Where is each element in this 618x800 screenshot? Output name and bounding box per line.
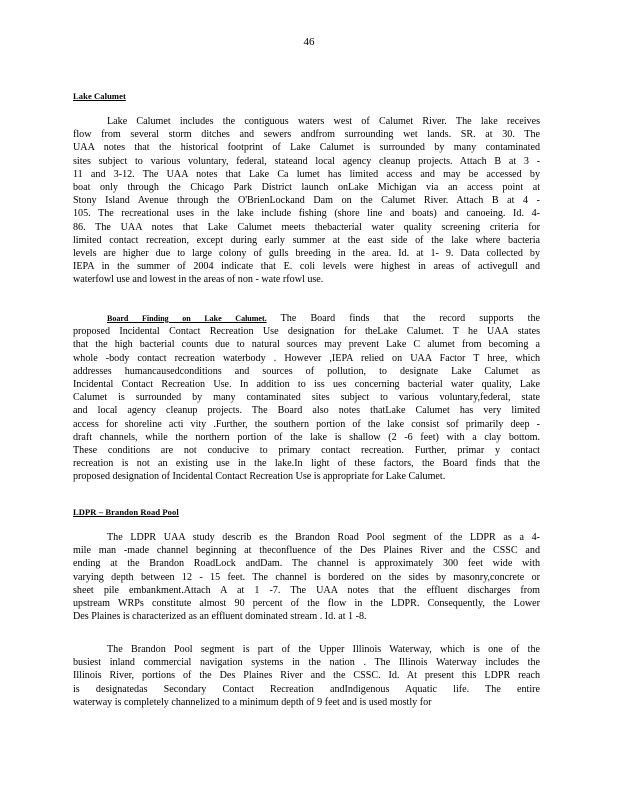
text-line: Stony Island Avenue through the O'BrienLockand Dam on the Calumet River. Attach B at 4 -: [73, 195, 540, 207]
text-line: flow from several storm ditches and sewers andfrom surrounding wet lands. SR. at 30. The: [73, 129, 540, 141]
text-line: varying depth between 12 - 15 feet. The channel is bordered on the sides by masonry,concrete or: [73, 571, 540, 583]
text-line: and local agency cleanup projects. The Board also notes thatLake Calumet has very limited: [73, 405, 540, 417]
text-line: Calumet is surrounded by many contaminated sites subject to various voluntary,federal, state: [73, 392, 540, 404]
text-line: UAA notes that the historical footprint of Lake Calumet is surrounded by many contaminated: [73, 142, 540, 154]
section-heading-brandon-road-pool: LDPR – Brandon Road Pool: [73, 507, 179, 517]
page-number: 46: [303, 36, 315, 48]
text-line: limited contact recreation, except during early summer at the east side of the lake where bacteria: [73, 234, 540, 246]
text-line: access for shoreline acti vity .Further, the southern portion of the lake consist sof primarily deep -: [73, 418, 540, 430]
text-line: whole -body contact recreation waterbody . However ,IEPA relied on UAA Factor T hree, which: [73, 352, 540, 364]
text-line: [73, 312, 540, 325]
text-line: Incidental Contact Recreation Use. In addition to iss ues concerning bacterial water quality, Lake: [73, 379, 540, 391]
text-line: is designatedas Secondary Contact Recreation andIndigenous Aquatic life. The entire: [73, 683, 540, 695]
text-line: The LDPR UAA study describ es the Brandon Road Pool segment of the LDPR as a 4-: [107, 532, 540, 543]
text-line: Illinois River, portions of the Des Plaines River and the CSSC. Id. At present this LDPR reach: [73, 670, 540, 682]
text-line: IEPA in the summer of 2004 indicate that E. coli levels were highest in areas of activegull and: [73, 261, 540, 273]
text-line: addresses humancausedconditions and sources of pollution, to designate Lake Calumet as: [73, 365, 540, 377]
paragraph-brandon-road-pool-description: [73, 531, 540, 623]
section-heading-lake-calumet: Lake Calumet: [73, 91, 126, 101]
inline-heading-board-finding: Board Finding on Lake Calumet.: [107, 314, 267, 323]
text-line: 86. The UAA notes that Lake Calumet meets thebacterial water quality screening criteria for: [73, 221, 540, 233]
text-line: levels are higher due to large colony of gulls breeding in the area. Id. at 1- 9. Data collected by: [73, 248, 540, 260]
text-line: upstream WRPs constitute almost 90 percent of the flow in the LDPR. Consequently, the Lower: [73, 598, 540, 610]
paragraph-lake-calumet-description: [73, 115, 540, 287]
paragraph-upper-illinois-waterway: [73, 643, 540, 709]
text-line: 105. The recreational uses in the lake include fishing (shore line and boats) and canoeing. Id. 4-: [73, 208, 540, 220]
text-line: waterway is completely channelized to a minimum depth of 9 feet and is used mostly for: [73, 696, 432, 708]
text-line: draft channels, while the northern portion of the lake is shallow (2 -6 feet) with a clay bottom.: [73, 431, 540, 443]
text-line: 11 and 3-12. The UAA notes that Lake Ca lumet has limited access and may be accessed by: [73, 168, 540, 180]
text-line: that the high bacterial counts due to natural sources may prevent Lake C alumet from becoming a: [73, 339, 540, 351]
text-line: proposed designation of Incidental Contact Recreation Use is appropriate for Lake Calumet.: [73, 471, 446, 483]
text-line: These conditions are not conducive to primary contact recreation. Further, primar y contact: [73, 445, 540, 457]
text-line: recreation is not an existing use in the lake.In light of these factors, the Board finds that the: [73, 458, 540, 470]
text-line: boat only through the Chicago Park District launch onLake Michigan via an access point at: [73, 182, 540, 194]
text-line: sites subject to various voluntary, federal, stateand local agency cleanup projects. Attach B at 3 -: [73, 155, 540, 167]
text-line: ending at the Brandon RoadLock andDam. The channel is approximately 300 feet wide with: [73, 558, 540, 570]
text-fragment: The Board finds that the record supports the: [280, 313, 540, 324]
text-line: proposed Incidental Contact Recreation Use designation for theLake Calumet. T he UAA states: [73, 326, 540, 338]
text-line: The Brandon Pool segment is part of the Upper Illinois Waterway, which is one of the: [107, 644, 540, 655]
text-line: busiest inland commercial navigation systems in the nation . The Illinois Waterway includes the: [73, 657, 540, 669]
text-line: waterfowl use and lowest in the areas of non - wate rfowl use.: [73, 274, 324, 286]
text-line: sheet pile embankment.Attach A at 1 -7. The UAA notes that the effluent discharges from: [73, 584, 540, 596]
paragraph-board-finding-lake-calumet: [73, 312, 540, 484]
text-line: Lake Calumet includes the contiguous waters west of Calumet River. The lake receives: [107, 116, 540, 127]
text-line: mile man -made channel beginning at theconfluence of the Des Plaines River and the CSSC and: [73, 545, 540, 557]
text-line: Des Plaines is characterized as an effluent dominated stream . Id. at 1 -8.: [73, 611, 367, 623]
